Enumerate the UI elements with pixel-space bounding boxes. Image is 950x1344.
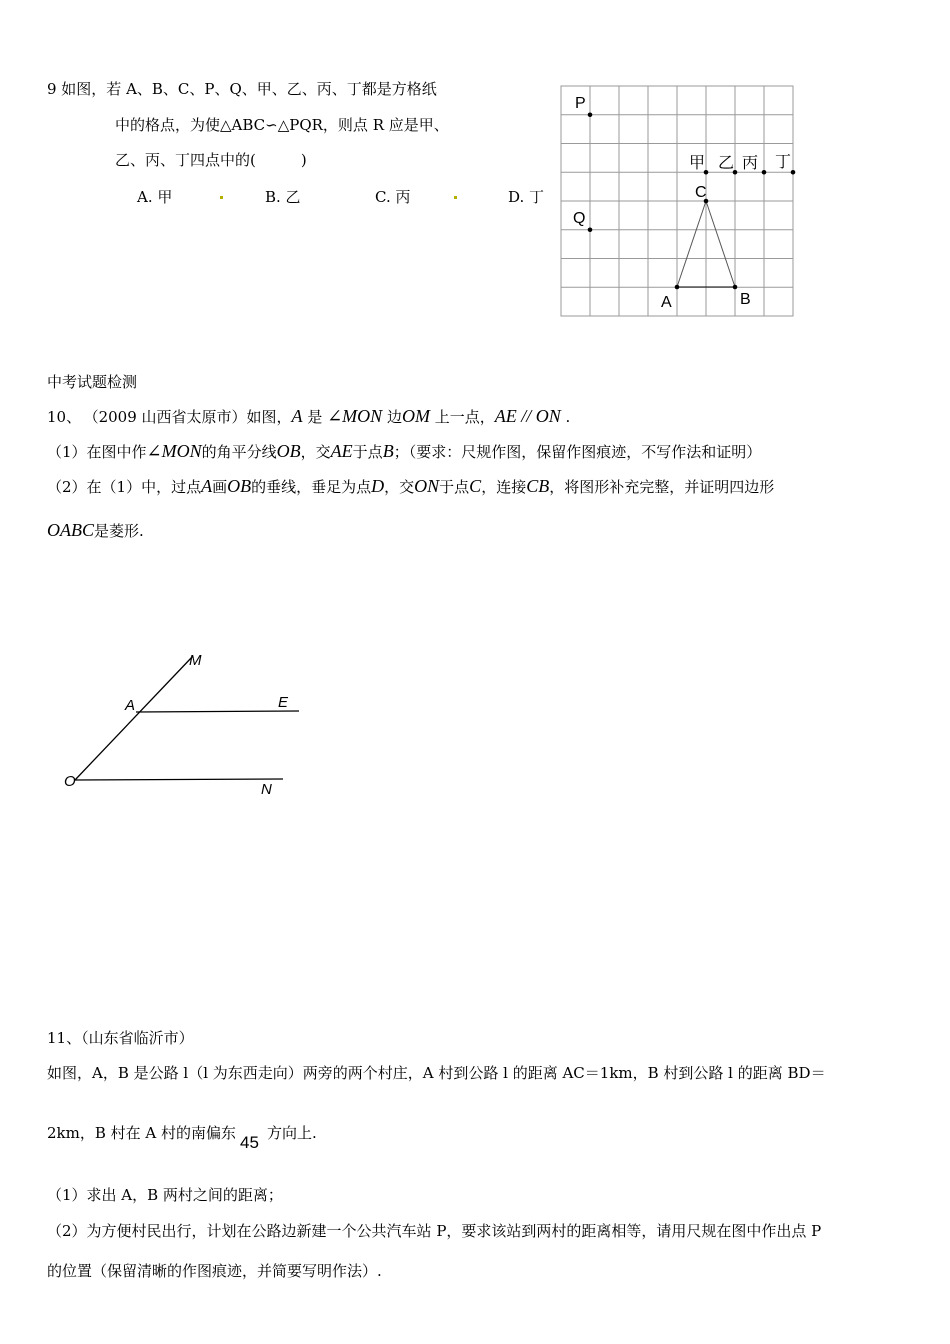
q9-grid-figure <box>555 80 800 325</box>
label-bing: 丙 <box>742 155 759 172</box>
math-c: C <box>469 476 482 496</box>
q11-angle-45: 45 <box>240 1133 259 1152</box>
stray-dot <box>454 196 457 199</box>
q9-choice-a: A. 甲 <box>137 188 173 206</box>
q11-line1: 如图，A，B 是公路 l（l 为东西走向）两旁的两个村庄，A 村到公路 l 的距离 AC＝1km，B 村到公路 l 的距离 BD＝ <box>47 1064 826 1082</box>
math-ob: OB <box>227 476 252 496</box>
label-p: P <box>575 95 586 112</box>
q9-line3: 乙、丙、丁四点中的( ) <box>115 151 307 169</box>
stray-dot <box>220 196 223 199</box>
q9-line2: 中的格点，为使△ABC∽△PQR，则点 R 应是甲、 <box>115 116 449 134</box>
point-b <box>733 285 738 290</box>
q10-text: 上一点， <box>429 408 495 426</box>
math-a: A <box>201 476 213 496</box>
label-b: B <box>740 291 751 308</box>
grid-lines <box>561 86 793 316</box>
label-c: C <box>695 184 707 201</box>
ray-ae <box>136 711 299 712</box>
math-angle-mon: ∠MON <box>327 406 383 426</box>
point-ding <box>791 170 796 175</box>
q10-number: 10、 <box>47 408 82 426</box>
fig-label-o: O <box>64 773 76 790</box>
point-a <box>675 285 680 290</box>
q10-text: （2）在（1）中，过点 <box>47 478 202 496</box>
q10-text: 是 <box>302 408 328 426</box>
q10-text: 于点 <box>439 478 470 496</box>
point-p <box>588 112 593 117</box>
label-jia: 甲 <box>689 155 706 172</box>
q10-text: ，交 <box>384 478 415 496</box>
q9-choice-b: B. 乙 <box>265 188 301 206</box>
q10-text: 画 <box>212 478 228 496</box>
q11-part2: （2）为方便村民出行，计划在公路边新建一个公共汽车站 P，要求该站到两村的距离相等，请用尺规在图中作出点 P <box>47 1222 822 1240</box>
point-bing <box>762 170 767 175</box>
math-cb: CB <box>526 476 550 496</box>
q10-text: ；（要求：尺规作图，保留作图痕迹，不写作法和证明） <box>393 443 762 461</box>
q10-text: 于点 <box>352 443 383 461</box>
q10-text: （1）在图中作 <box>47 443 147 461</box>
q11-part1: （1）求出 A，B 两村之间的距离； <box>47 1186 283 1204</box>
q10-text: ，交 <box>300 443 331 461</box>
section-title: 中考试题检测 <box>47 373 138 391</box>
q10-text: 的垂线，垂足为点 <box>251 478 372 496</box>
math-ae: AE <box>330 441 353 461</box>
q10-text: . <box>560 408 571 426</box>
math-b: B <box>382 441 394 461</box>
q10-source: （2009 山西省太原市）如图， <box>91 408 292 426</box>
fig-label-a: A <box>125 697 136 714</box>
q10-figure <box>55 640 315 810</box>
q10-part2 <box>47 476 774 498</box>
point-q <box>588 227 593 232</box>
label-yi: 乙 <box>718 155 735 172</box>
q10-text: ，将图形补充完整，并证明四边形 <box>549 478 775 496</box>
q10-line1 <box>47 406 570 428</box>
math-angle-mon: ∠MON <box>146 441 202 461</box>
q11-line2 <box>47 1123 317 1152</box>
label-q: Q <box>573 210 586 227</box>
q9-line1: 9 如图，若 A、B、C、P、Q、甲、乙、丙、丁都是方格纸 <box>47 80 437 98</box>
q10-text: 边 <box>382 408 402 426</box>
math-a: A <box>291 406 303 426</box>
math-om: OM <box>401 406 430 426</box>
q9-choice-d: D. 丁 <box>508 188 545 206</box>
q11-title: 11、（山东省临沂市） <box>47 1029 194 1047</box>
q11-text: 2km，B 村在 A 村的南偏东 <box>47 1124 237 1142</box>
q10-part2-cont <box>47 520 144 542</box>
math-d: D <box>371 476 385 496</box>
fig-label-e: E <box>278 694 289 711</box>
ray-on <box>75 779 283 780</box>
math-on: ON <box>414 476 440 496</box>
q11-part2-cont: 的位置（保留清晰的作图痕迹，并简要写明作法）. <box>47 1262 382 1280</box>
q11-text: 方向上. <box>266 1124 317 1142</box>
q9-choice-c: C. 丙 <box>375 188 411 206</box>
math-oabc: OABC <box>47 520 94 540</box>
label-ding: 丁 <box>775 154 792 171</box>
math-ob: OB <box>276 441 301 461</box>
fig-label-n: N <box>261 781 272 798</box>
q10-text: 的角平分线 <box>201 443 277 461</box>
q10-text: ，连接 <box>481 478 527 496</box>
fig-label-m: M <box>189 652 202 669</box>
ray-om <box>75 656 193 780</box>
label-a: A <box>661 294 672 311</box>
q10-text: 是菱形. <box>94 522 144 540</box>
q10-part1 <box>47 441 761 463</box>
math-ae-parallel-on: AE // ON <box>494 406 561 426</box>
